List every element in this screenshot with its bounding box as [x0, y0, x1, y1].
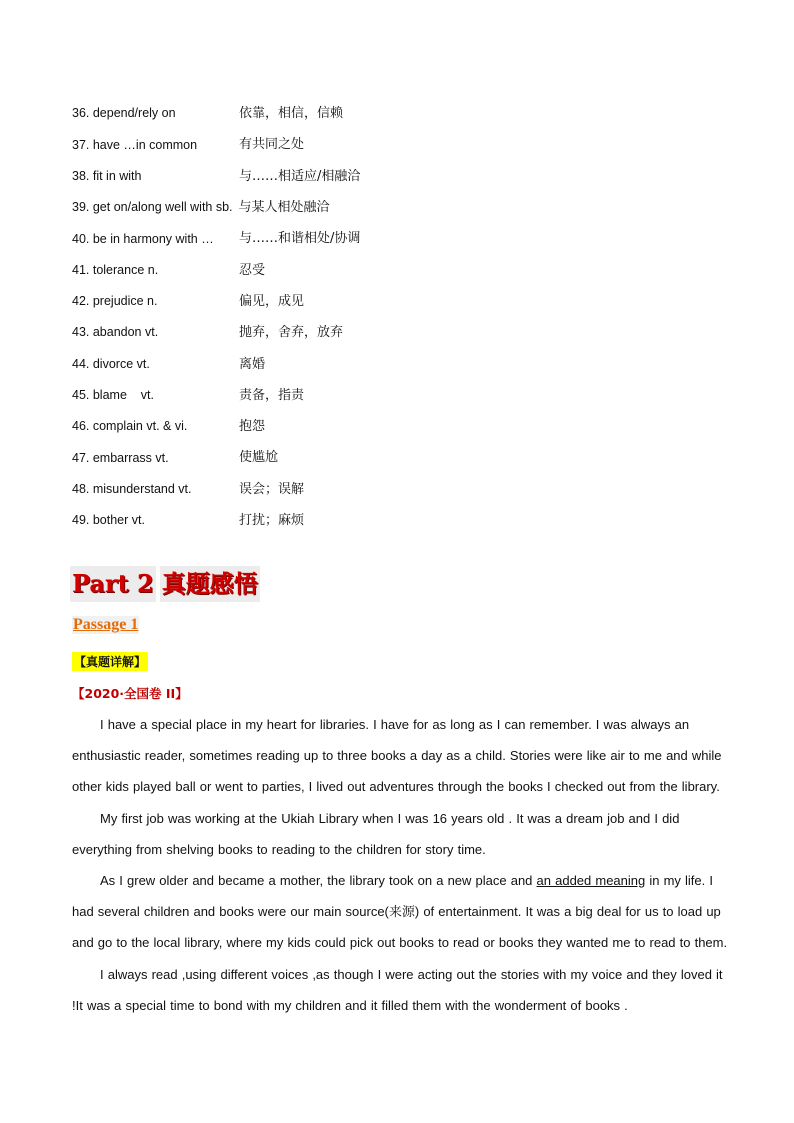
vocab-english: 36. depend/rely on [72, 106, 176, 121]
vocab-english: 39. get on/along well with sb. [72, 200, 233, 215]
vocab-chinese: 偏见，成见 [239, 293, 305, 309]
vocab-english: 49. bother vt. [72, 513, 145, 528]
exam-source: 【2020·全国卷 II】 [72, 686, 188, 701]
paragraph-text: My first job was working at the Ukiah Library when I was 16 years old . It was a dream job and I did everything from shelving books to reading to the children for story time. [72, 810, 680, 857]
paragraph-text: As I grew older and became a mother, the library took on a new place and [100, 873, 537, 889]
vocab-item [72, 192, 732, 223]
paragraph [72, 959, 732, 1021]
vocab-item [72, 129, 732, 160]
paragraph [72, 803, 732, 865]
vocab-chinese: 使尴尬 [239, 450, 279, 466]
vocab-item [72, 505, 732, 536]
vocab-english: 42. prejudice n. [72, 294, 158, 309]
vocab-item [72, 161, 732, 192]
paragraph-text: I have a special place in my heart for libraries. I have for as long as I can remember. I was always an enthusiastic reader, sometimes reading up to three books a day as a child. Stories were like air to me and while other kids played ball or went to parties, I lived out adventures through the books I checked out from the library. [72, 717, 722, 795]
vocab-chinese: 责备，指责 [239, 387, 305, 403]
vocab-chinese: 忍受 [239, 262, 266, 278]
vocab-chinese: 与……和谐相处/协调 [239, 231, 361, 247]
vocab-list [72, 98, 732, 536]
vocab-item [72, 442, 732, 473]
vocab-item [72, 348, 732, 379]
vocab-item [72, 380, 732, 411]
vocab-english: 38. fit in with [72, 168, 142, 183]
vocab-chinese: 与……相适应/相融洽 [239, 168, 361, 184]
vocab-chinese: 误会；误解 [239, 481, 305, 497]
vocab-english: 40. be in harmony with … [72, 231, 214, 246]
vocab-item [72, 317, 732, 348]
vocab-english: 48. misunderstand vt. [72, 481, 192, 496]
vocab-item [72, 98, 732, 129]
underlined-phrase: an added meaning [536, 873, 646, 889]
vocab-item [72, 223, 732, 254]
paragraph [72, 709, 732, 803]
passage-title: Passage 1 [73, 616, 139, 633]
vocab-chinese: 抱怨 [239, 419, 266, 435]
part-title: 真题感悟 [160, 566, 260, 602]
vocab-item [72, 286, 732, 317]
vocab-chinese: 抛弃，舍弃，放弃 [239, 325, 344, 341]
part-number: Part 2 [70, 566, 156, 602]
vocab-english: 44. divorce vt. [72, 356, 150, 371]
vocab-chinese: 打扰；麻烦 [239, 513, 305, 528]
vocab-english: 37. have …in common [72, 137, 198, 152]
paragraph [72, 865, 732, 959]
passage-body [72, 709, 732, 1021]
vocab-chinese: 有共同之处 [239, 137, 305, 153]
vocab-english: 47. embarrass vt. [72, 450, 169, 465]
paragraph-text: in my life. I had several children and books were our main source(来源) of entertainment. It was a big deal for us to load up and go to the local library, where my kids could pick out books to read or books they wanted me to read to them. [72, 873, 728, 951]
section-badge: 【真题详解】 [72, 652, 148, 671]
vocab-english: 45. blame vt. [72, 388, 154, 403]
vocab-english: 46. complain vt. & vi. [72, 419, 188, 434]
paragraph-text: I always read ,using different voices ,as though I were acting out the stories with my voice and they loved it !It was a special time to bond with my children and it filled them with the wonderment of books . [72, 966, 723, 1013]
vocab-chinese: 与某人相处融洽 [238, 200, 330, 216]
vocab-item [72, 254, 732, 285]
vocab-chinese: 依靠，相信，信赖 [239, 106, 344, 122]
part-heading [70, 566, 260, 602]
vocab-english: 41. tolerance n. [72, 262, 159, 277]
vocab-item [72, 474, 732, 505]
vocab-chinese: 离婚 [239, 356, 266, 372]
vocab-item [72, 411, 732, 442]
vocab-english: 43. abandon vt. [72, 325, 159, 340]
